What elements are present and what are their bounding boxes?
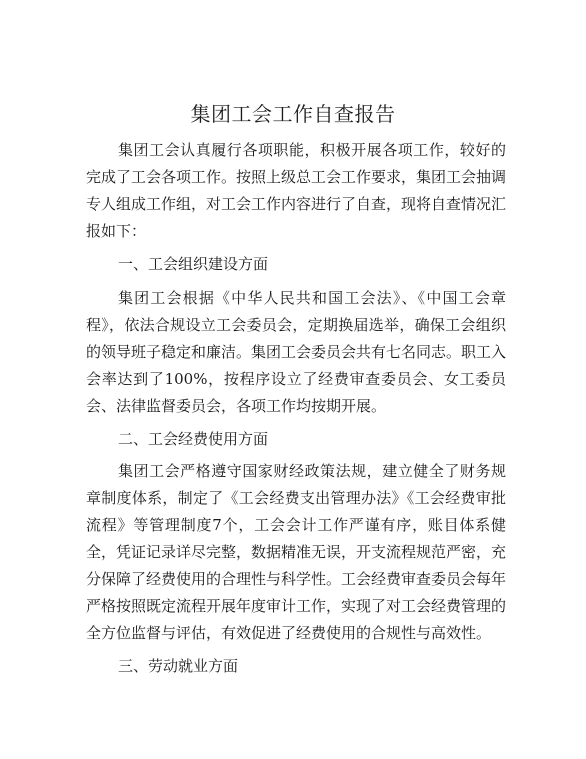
document-title: 集团工会工作自查报告 <box>190 102 396 126</box>
section-heading-funds: 二、工会经费使用方面 <box>118 430 269 448</box>
section-body-organization: 集团工会根据《中华人民共和国工会法》、《中国工会章程》，依法合规设立工会委员会，定期换届选举，确保工会组织的领导班子稳定和廉洁。集团工会委员会共有七名同志。职工入会率达到了100%，按程序设立了经费审查委员会、女工委员会、法律监督委员会，各项工作均按期开展。 <box>86 289 507 415</box>
intro-paragraph: 集团工会认真履行各项职能，积极开展各项工作，较好的完成了工会各项工作。按照上级总工会工作要求，集团工会抽调专人组成工作组，对工会工作内容进行了自查，现将自查情况汇报如下： <box>86 141 507 240</box>
section-heading-employment: 三、劳动就业方面 <box>118 657 239 675</box>
section-body-funds: 集团工会严格遵守国家财经政策法规，建立健全了财务规章制度体系，制定了《工会经费支出管理办法》《工会经费审批流程》等管理制度7个，工会会计工作严谨有序，账目体系健全，凭证记录详尽完整，数据精准无误，开支流程规范严密，充分保障了经费使用的合理性与科学性。工会经费审查委员会每年严格按照既定流程开展年度审计工作，实现了对工会经费管理的全方位监督与评估，有效促进了经费使用的合规性与高效性。 <box>86 462 507 642</box>
section-heading-organization: 一、工会组织建设方面 <box>118 255 269 273</box>
